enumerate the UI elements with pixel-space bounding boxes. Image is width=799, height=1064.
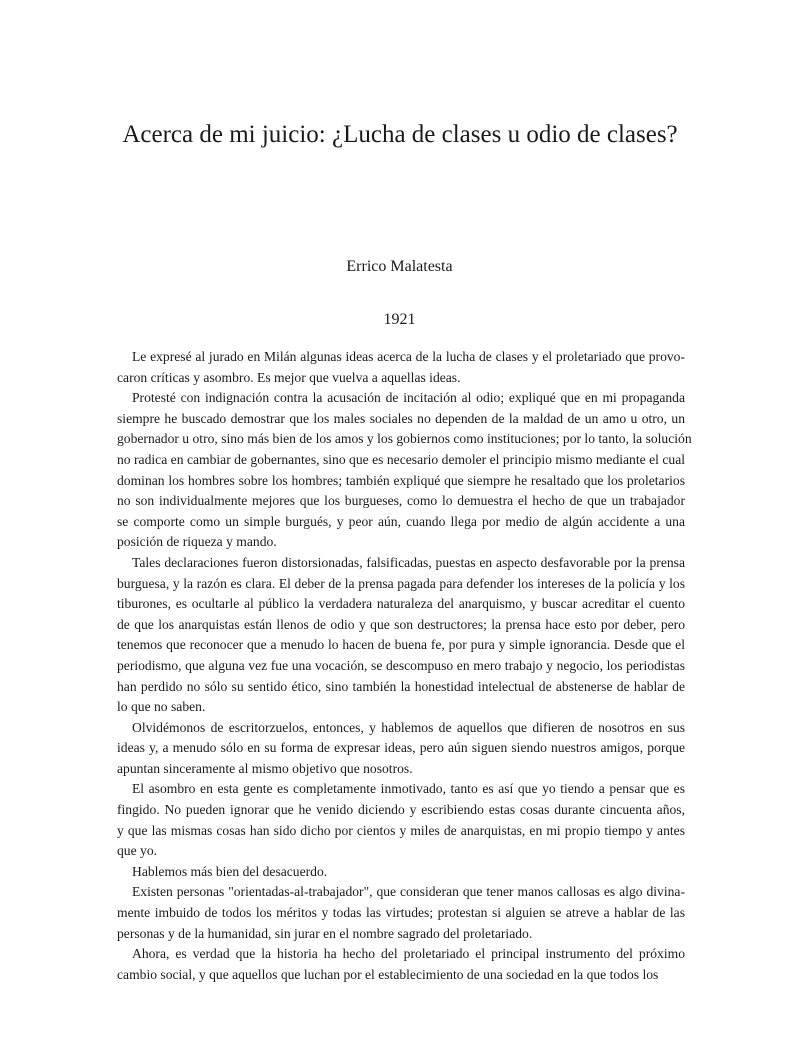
text-line: Ahora, es verdad que la historia ha hecho del proletariado el principal instrumento del próximo xyxy=(132,946,685,962)
text-line: no radica en cambiar de gobernantes, sino que es necesario demoler el principio mismo mediante el cual xyxy=(117,451,685,467)
paragraph xyxy=(117,553,685,718)
text-line: han perdido no sólo su sentido ético, sino también la honestidad intelectual de abstenerse de hablar de xyxy=(117,678,685,694)
text-line: de que los anarquistas están llenos de odio y que son destructores; la prensa hace esto por deber, pero xyxy=(117,616,685,632)
text-line: dominan los hombres sobre los hombres; también expliqué que siempre he resaltado que los proletarios xyxy=(117,472,685,488)
text-line: Protesté con indignación contra la acusación de incitación al odio; expliqué que en mi propaganda xyxy=(132,390,685,406)
paragraph xyxy=(117,779,685,861)
text-line: Olvidémonos de escritorzuelos, entonces, y hablemos de aquellos que difieren de nosotros en sus xyxy=(132,719,685,735)
document-body xyxy=(117,347,692,985)
text-line: que yo. xyxy=(117,843,158,859)
text-line: lo que no saben. xyxy=(117,699,206,715)
paragraph xyxy=(117,718,685,780)
text-line: no son individualmente mejores que los burgueses, como lo demuestra el hecho de que un trabajador xyxy=(117,493,685,509)
text-line: se comporte como un simple burgués, y peor aún, cuando llega por medio de algún accidente a una xyxy=(117,513,685,529)
text-line: caron críticas y asombro. Es mejor que vuelva a aquellas ideas. xyxy=(117,369,461,385)
text-line: posición de riqueza y mando. xyxy=(117,534,277,550)
text-line: El asombro en esta gente es completamente inmotivado, tanto es así que yo tiendo a pensar que es xyxy=(132,781,685,797)
text-line: apuntan sinceramente al mismo objetivo que nosotros. xyxy=(117,760,413,776)
text-line: Le expresé al jurado en Milán algunas ideas acerca de la lucha de clases y el proletariado que provo- xyxy=(132,349,685,364)
text-line: siempre he buscado demostrar que los males sociales no dependen de la maldad de un amo u otro, un xyxy=(117,410,685,426)
text-line: tenemos que reconocer que a menudo lo hacen de buena fe, por pura y simple ignorancia. Desde que el xyxy=(117,637,685,653)
paragraph xyxy=(117,862,685,883)
text-line: periodismo, que alguna vez fue una vocación, se descompuso en mero trabajo y negocio, los periodistas xyxy=(117,657,685,673)
text-line: Hablemos más bien del desacuerdo. xyxy=(132,863,328,879)
text-line: personas y de la humanidad, sin jurar en el nombre sagrado del proletariado. xyxy=(117,925,533,941)
paragraph xyxy=(117,347,685,388)
document-year: 1921 xyxy=(383,311,416,328)
paragraph xyxy=(117,944,685,985)
text-line: gobernador u otro, sino más bien de los amos y los gobiernos como instituciones; por lo tanto, la solución xyxy=(117,431,692,447)
text-line: Existen personas "orientadas-al-trabajador", que consideran que tener manos callosas es algo divina- xyxy=(132,884,685,900)
text-line: mente imbuido de todos los méritos y todas las virtudes; protestan si alguien se atreve a hablar de las xyxy=(117,905,685,921)
text-line: y que las mismas cosas han sido dicho por cientos y miles de anarquistas, en mi propio tiempo y antes xyxy=(117,822,685,838)
document-author: Errico Malatesta xyxy=(346,258,453,275)
text-line: ideas y, a menudo sólo en su forma de expresar ideas, pero aún siguen siendo nuestros amigos, porque xyxy=(117,740,685,756)
text-line: cambio social, y que aquellos que luchan por el establecimiento de una sociedad en la que todos los xyxy=(117,966,659,982)
paragraph xyxy=(117,388,692,553)
text-line: tiburones, es ocultarle al público la verdadera naturaleza del anarquismo, y buscar acreditar el cuento xyxy=(117,596,685,612)
document-title: Acerca de mi juicio: ¿Lucha de clases u odio de clases? xyxy=(122,121,678,148)
text-line: Tales declaraciones fueron distorsionadas, falsificadas, puestas en aspecto desfavorable por la prensa xyxy=(132,554,685,570)
paragraph xyxy=(117,882,685,944)
text-line: burguesa, y la razón es clara. El deber de la prensa pagada para defender los intereses de la policía y los xyxy=(117,575,685,591)
text-line: fingido. No pueden ignorar que he venido diciendo y escribiendo estas cosas durante cincuenta años, xyxy=(117,802,685,818)
